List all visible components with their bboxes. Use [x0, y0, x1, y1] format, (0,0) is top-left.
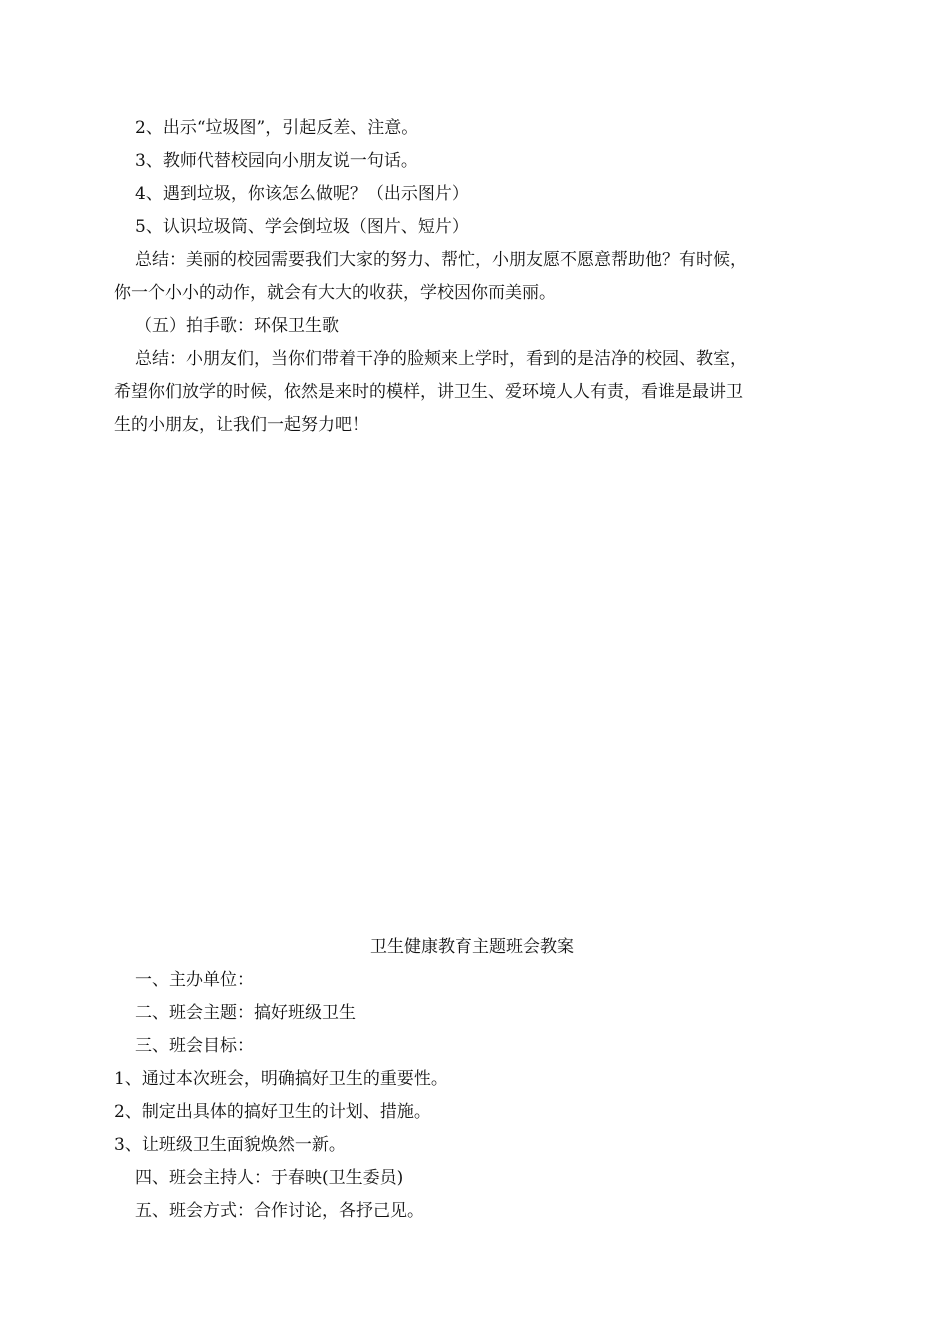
lesson-plan-continuation	[114, 112, 830, 442]
summary-2-line-3: 生的小朋友，让我们一起努力吧！	[114, 415, 369, 435]
organizer-line: 一、主办单位：	[135, 970, 254, 990]
step-4-line: 4、遇到垃圾，你该怎么做呢？（出示图片）	[135, 184, 469, 204]
summary-2-line-2: 希望你们放学的时候，依然是来时的模样，讲卫生、爱环境人人有责，看谁是最讲卫	[114, 382, 743, 402]
document-title: 卫生健康教育主题班会教案	[370, 937, 574, 957]
goal-1-line: 1、通过本次班会，明确搞好卫生的重要性。	[114, 1069, 448, 1089]
summary-2-line-1: 总结：小朋友们，当你们带着干净的脸颊来上学时，看到的是洁净的校园、教室，	[135, 349, 747, 369]
class-meeting-plan	[114, 931, 830, 1228]
step-2-line: 2、出示“垃圾图”，引起反差、注意。	[135, 118, 419, 138]
summary-1-line-2: 你一个小小的动作，就会有大大的收获，学校因你而美丽。	[114, 283, 556, 303]
theme-line: 二、班会主题：搞好班级卫生	[135, 1003, 356, 1023]
host-line: 四、班会主持人：于春映(卫生委员)	[135, 1168, 404, 1188]
step-3-line: 3、教师代替校园向小朋友说一句话。	[135, 151, 418, 171]
section-five-heading: （五）拍手歌：环保卫生歌	[135, 316, 339, 336]
step-5-line: 5、认识垃圾筒、学会倒垃圾（图片、短片）	[135, 217, 469, 237]
goal-2-line: 2、制定出具体的搞好卫生的计划、措施。	[114, 1102, 431, 1122]
goals-heading: 三、班会目标：	[135, 1036, 254, 1056]
goal-3-line: 3、让班级卫生面貌焕然一新。	[114, 1135, 346, 1155]
method-line: 五、班会方式：合作讨论，各抒己见。	[135, 1201, 424, 1221]
summary-1-line-1: 总结：美丽的校园需要我们大家的努力、帮忙，小朋友愿不愿意帮助他？有时候，	[135, 250, 747, 270]
